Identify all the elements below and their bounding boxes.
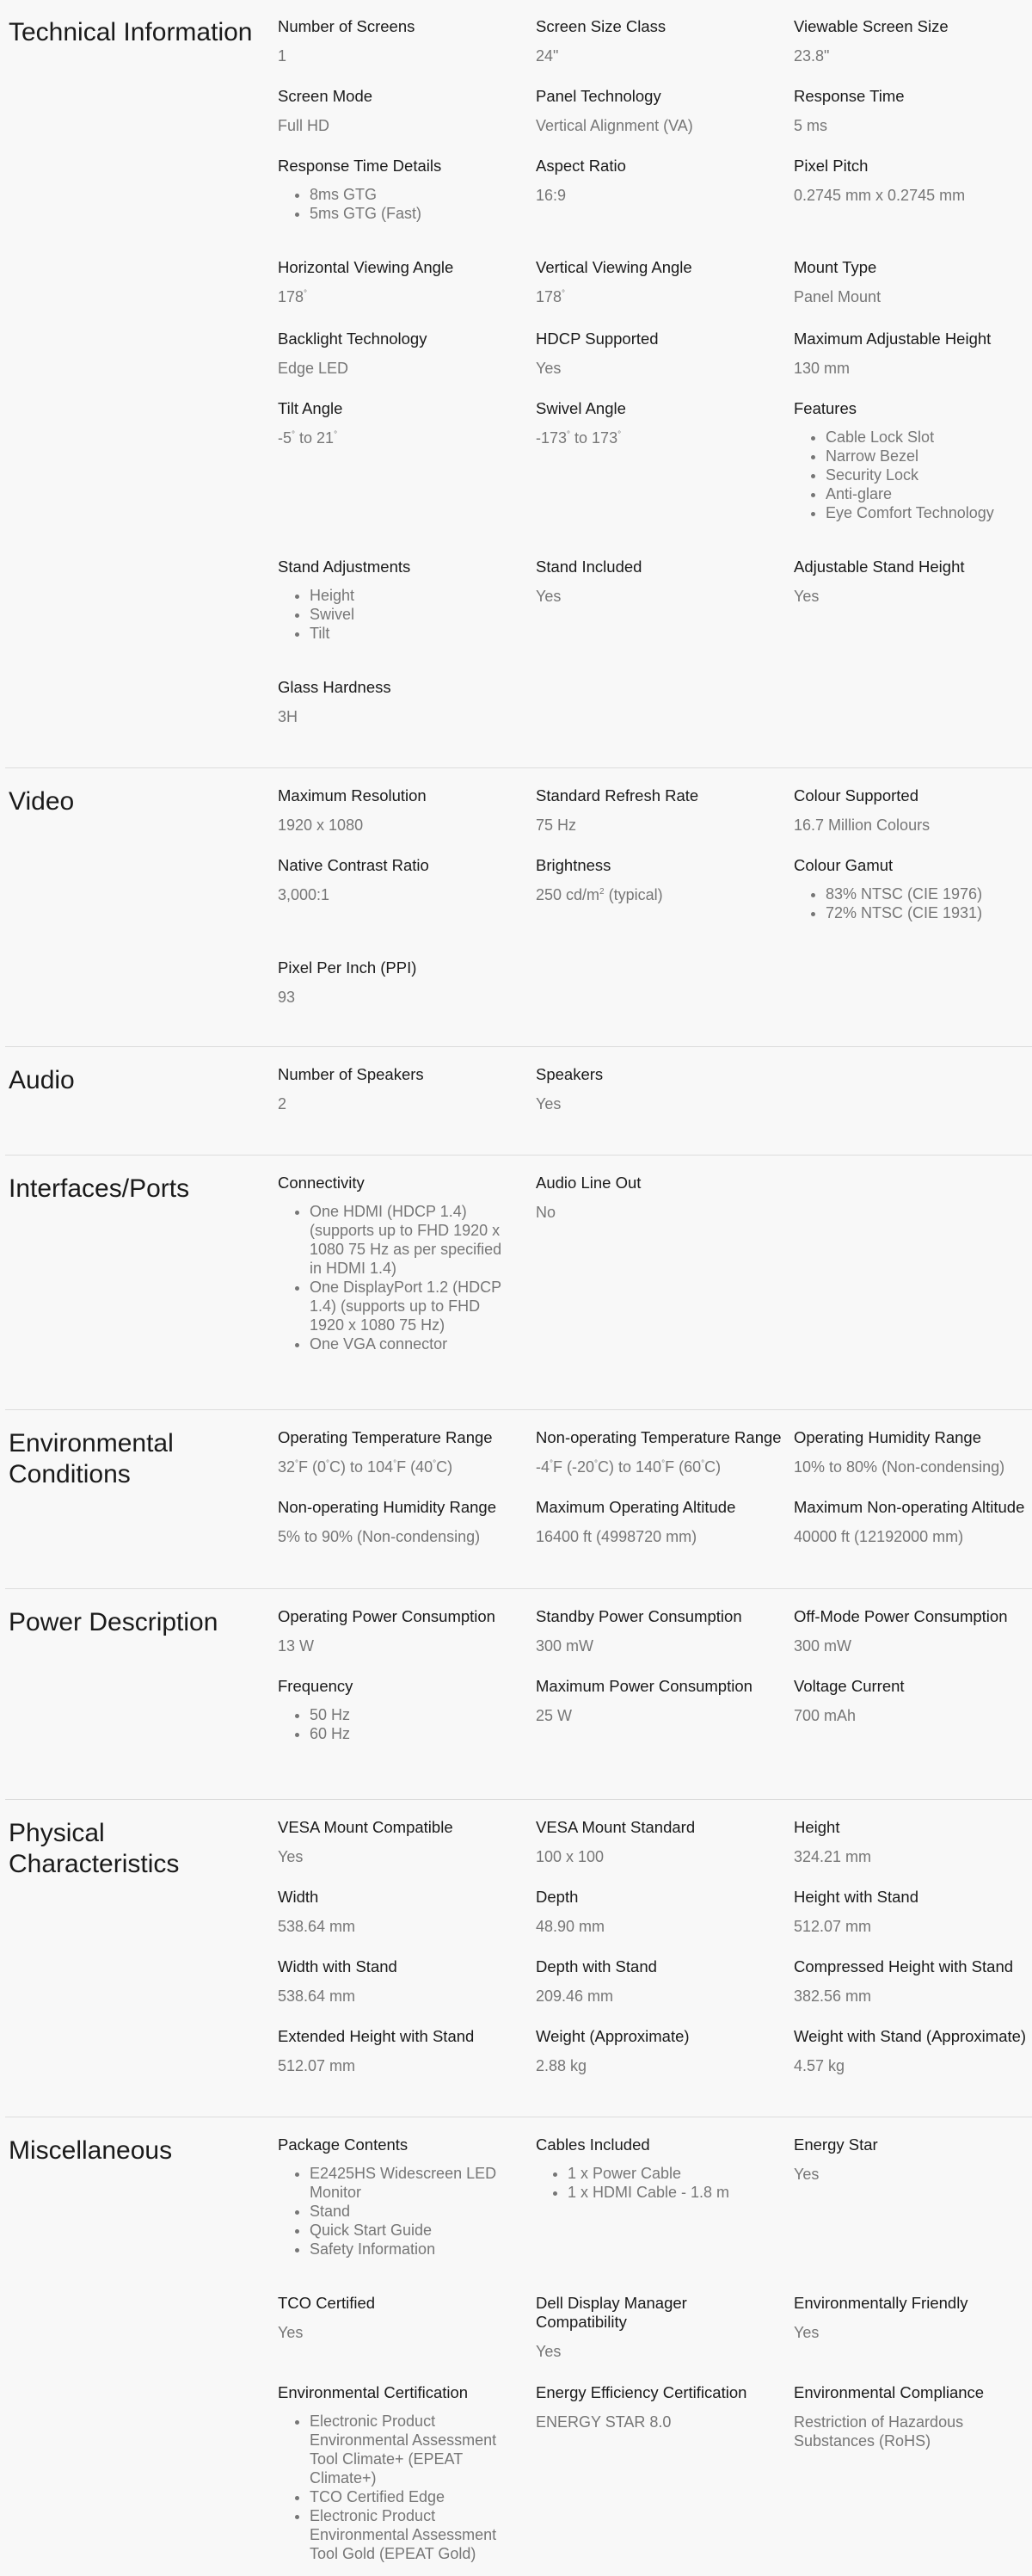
- spec-label: Panel Technology: [536, 87, 661, 105]
- list-item: • Tilt: [310, 624, 527, 643]
- spec-value: Yes: [794, 2166, 820, 2183]
- value-text: -5: [278, 429, 292, 447]
- list-item: • Eye Comfort Technology: [826, 503, 1032, 522]
- list-item: • 83% NTSC (CIE 1976): [826, 884, 1032, 903]
- spec-swivel-angle: [536, 399, 785, 447]
- list-item: • One HDMI (HDCP 1.4) (supports up to FHD 1920 x 1080 75 Hz as per specified in HDMI 1.4): [310, 1202, 510, 1278]
- spec-value: 3,000:1: [278, 886, 330, 903]
- spec-label: Off-Mode Power Consumption: [794, 1607, 1008, 1625]
- spec-maximum-resolution: [278, 786, 527, 835]
- spec-value: [536, 1457, 785, 1476]
- spec-label: Screen Size Class: [536, 17, 666, 35]
- list-item: • 8ms GTG: [310, 185, 527, 204]
- spec-value: 16.7 Million Colours: [794, 817, 931, 834]
- spec-label: Pixel Per Inch (PPI): [278, 958, 417, 977]
- spec-value-list: [278, 1202, 510, 1353]
- spec-value: 382.56 mm: [794, 1987, 872, 2005]
- list-item: • Electronic Product Environmental Assessment Tool Gold (EPEAT Gold): [310, 2506, 510, 2563]
- value-text: to 21: [295, 429, 335, 447]
- list-item: • Swivel: [310, 605, 527, 624]
- value-text: C): [436, 1458, 453, 1476]
- list-item: • TCO Certified Edge: [310, 2487, 510, 2506]
- spec-aspect-ratio: [536, 157, 785, 205]
- spec-label: Audio Line Out: [536, 1174, 642, 1192]
- spec-standby-power-consumption: [536, 1607, 785, 1655]
- spec-label: Number of Screens: [278, 17, 415, 35]
- spec-value: Yes: [794, 588, 820, 605]
- spec-value-list: [794, 428, 1032, 522]
- spec-value: 1: [278, 47, 287, 65]
- spec-label: Maximum Resolution: [278, 786, 427, 804]
- list-item: • 72% NTSC (CIE 1931): [826, 903, 1032, 922]
- degree-symbol: °: [562, 289, 566, 299]
- spec-label: VESA Mount Standard: [536, 1818, 696, 1836]
- spec-frequency: [278, 1677, 527, 1743]
- spec-weight-with-stand-approximate: [794, 2027, 1032, 2075]
- spec-value-list: [278, 586, 527, 643]
- spec-operating-power-consumption: [278, 1607, 527, 1655]
- spec-value: Vertical Alignment (VA): [536, 117, 693, 134]
- spec-label: Height: [794, 1818, 840, 1836]
- spec-off-mode-power-consumption: [794, 1607, 1032, 1655]
- degree-symbol: °: [594, 1459, 599, 1469]
- spec-label: Maximum Operating Altitude: [536, 1498, 736, 1516]
- spec-label: Backlight Technology: [278, 330, 427, 348]
- section-divider: [5, 1799, 1032, 1800]
- spec-screen-mode: [278, 87, 527, 135]
- spec-label: Horizontal Viewing Angle: [278, 258, 454, 276]
- spec-label: Frequency: [278, 1677, 353, 1695]
- spec-depth: [536, 1888, 785, 1936]
- spec-value: 2.88 kg: [536, 2057, 587, 2074]
- spec-value: 25 W: [536, 1707, 573, 1724]
- spec-label: Cables Included: [536, 2135, 650, 2154]
- spec-value: 300 mW: [536, 1637, 594, 1655]
- spec-label: Features: [794, 399, 857, 417]
- spec-label: Environmental Certification: [278, 2383, 469, 2401]
- spec-value: 324.21 mm: [794, 1848, 872, 1865]
- list-item: • 50 Hz: [310, 1705, 527, 1724]
- section-divider: [5, 767, 1032, 768]
- spec-label: Stand Adjustments: [278, 558, 411, 576]
- spec-tco-certified: [278, 2294, 527, 2342]
- value-text: C) to 104: [329, 1458, 394, 1476]
- spec-maximum-adjustable-height: [794, 330, 1032, 378]
- value-text: F (60: [665, 1458, 702, 1476]
- section-title: Interfaces/Ports: [9, 1174, 190, 1203]
- spec-native-contrast-ratio: [278, 856, 527, 904]
- list-item: • E2425HS Widescreen LED Monitor: [310, 2164, 519, 2202]
- spec-value: 93: [278, 989, 296, 1006]
- spec-value: ENERGY STAR 8.0: [536, 2413, 672, 2431]
- list-item: • 60 Hz: [310, 1724, 527, 1743]
- value-text: F (-20: [553, 1458, 595, 1476]
- spec-value: 538.64 mm: [278, 1987, 356, 2005]
- spec-glass-hardness: [278, 678, 527, 726]
- spec-maximum-power-consumption: [536, 1677, 785, 1725]
- spec-label: Extended Height with Stand: [278, 2027, 475, 2045]
- spec-height: [794, 1818, 1032, 1866]
- spec-value: 5% to 90% (Non-condensing): [278, 1528, 481, 1545]
- spec-label: Maximum Adjustable Height: [794, 330, 992, 348]
- list-item: • Quick Start Guide: [310, 2221, 519, 2240]
- section-title: Physical Characteristics: [9, 1819, 180, 1878]
- list-item: • Electronic Product Environmental Assessment Tool Climate+ (EPEAT Climate+): [310, 2412, 510, 2487]
- spec-value: Panel Mount: [794, 288, 882, 305]
- spec-value: 209.46 mm: [536, 1987, 614, 2005]
- spec-vertical-viewing-angle: [536, 258, 785, 306]
- spec-value: Yes: [278, 2324, 304, 2341]
- spec-weight-approximate: [536, 2027, 785, 2075]
- spec-label: Dell Display Manager Compatibility: [536, 2294, 687, 2331]
- spec-value: Yes: [536, 1095, 562, 1112]
- spec-value: 48.90 mm: [536, 1918, 605, 1935]
- spec-value: 512.07 mm: [794, 1918, 872, 1935]
- spec-label: Compressed Height with Stand: [794, 1957, 1014, 1975]
- list-item: • 1 x Power Cable: [568, 2164, 785, 2183]
- spec-value: 75 Hz: [536, 817, 577, 834]
- spec-label: Environmentally Friendly: [794, 2294, 968, 2312]
- spec-value: Yes: [536, 360, 562, 377]
- spec-value: Full HD: [278, 117, 330, 134]
- spec-label: Maximum Power Consumption: [536, 1677, 752, 1695]
- spec-value: 0.2745 mm x 0.2745 mm: [794, 187, 966, 204]
- spec-label: Environmental Compliance: [794, 2383, 985, 2401]
- spec-value: 5 ms: [794, 117, 828, 134]
- section-title: Technical Information: [9, 18, 253, 46]
- spec-label: Pixel Pitch: [794, 157, 869, 175]
- spec-label: Vertical Viewing Angle: [536, 258, 692, 276]
- spec-environmental-certification: [278, 2383, 510, 2563]
- section-title: Video: [9, 787, 75, 816]
- spec-non-operating-humidity-range: [278, 1498, 527, 1546]
- spec-label: Glass Hardness: [278, 678, 391, 696]
- section-divider: [5, 1046, 1032, 1047]
- spec-value: Yes: [794, 2324, 820, 2341]
- spec-label: Package Contents: [278, 2135, 408, 2154]
- spec-label: Tilt Angle: [278, 399, 343, 417]
- value-text: -4: [536, 1458, 550, 1476]
- spec-hdcp-supported: [536, 330, 785, 378]
- spec-value: 1920 x 1080: [278, 817, 364, 834]
- spec-label: Number of Speakers: [278, 1065, 424, 1083]
- spec-backlight-technology: [278, 330, 527, 378]
- spec-response-time-details: [278, 157, 527, 223]
- spec-label: Width: [278, 1888, 319, 1906]
- spec-value: 700 mAh: [794, 1707, 857, 1724]
- spec-viewable-screen-size: [794, 17, 1032, 65]
- value-text: to 173: [570, 429, 618, 447]
- spec-adjustable-stand-height: [794, 558, 1032, 606]
- spec-label: Swivel Angle: [536, 399, 626, 417]
- section-title: Power Description: [9, 1608, 218, 1636]
- spec-operating-temperature-range: [278, 1428, 527, 1476]
- spec-label: Energy Efficiency Certification: [536, 2383, 747, 2401]
- spec-brightness: [536, 856, 785, 904]
- spec-label: Non-operating Temperature Range: [536, 1428, 782, 1446]
- value-text: 250 cd/m: [536, 886, 600, 903]
- degree-symbol: °: [304, 289, 308, 299]
- spec-label: Response Time Details: [278, 157, 442, 175]
- spec-value: 538.64 mm: [278, 1918, 356, 1935]
- spec-height-with-stand: [794, 1888, 1032, 1936]
- degree-symbol: °: [567, 430, 571, 440]
- spec-value-list: [278, 185, 527, 223]
- list-item: • Cable Lock Slot: [826, 428, 1032, 447]
- spec-label: Native Contrast Ratio: [278, 856, 429, 874]
- spec-label: Height with Stand: [794, 1888, 919, 1906]
- list-item: • Height: [310, 586, 527, 605]
- list-item: • Safety Information: [310, 2240, 519, 2259]
- spec-label: Energy Star: [794, 2135, 878, 2154]
- degree-symbol: °: [295, 1459, 299, 1469]
- spec-connectivity: [278, 1174, 510, 1353]
- spec-speakers: [536, 1065, 785, 1113]
- section-title: Environmental Conditions: [9, 1429, 174, 1488]
- spec-pixel-per-inch: [278, 958, 527, 1007]
- spec-value: Yes: [278, 1848, 304, 1865]
- spec-pixel-pitch: [794, 157, 1032, 205]
- spec-value: No: [536, 1204, 556, 1221]
- spec-value: [536, 287, 785, 306]
- spec-label: TCO Certified: [278, 2294, 376, 2312]
- spec-value: 16:9: [536, 187, 567, 204]
- degree-symbol: °: [393, 1459, 397, 1469]
- section-title: Miscellaneous: [9, 2136, 173, 2165]
- spec-mount-type: [794, 258, 1032, 306]
- spec-response-time: [794, 87, 1032, 135]
- spec-value: [278, 1457, 527, 1476]
- value-text: F (40: [396, 1458, 433, 1476]
- spec-stand-adjustments: [278, 558, 527, 643]
- spec-operating-humidity-range: [794, 1428, 1032, 1476]
- value-text: F (0: [298, 1458, 327, 1476]
- degree-symbol: °: [326, 1459, 330, 1469]
- spec-number-of-screens: [278, 17, 527, 65]
- list-item: • Narrow Bezel: [826, 447, 1032, 465]
- spec-label: Depth: [536, 1888, 579, 1906]
- spec-value: Yes: [536, 2343, 562, 2360]
- spec-label: Aspect Ratio: [536, 157, 626, 175]
- spec-energy-efficiency-certification: [536, 2383, 785, 2431]
- spec-screen-size-class: [536, 17, 785, 65]
- spec-value: 130 mm: [794, 360, 851, 377]
- section-title: Audio: [9, 1066, 75, 1094]
- spec-label: Viewable Screen Size: [794, 17, 949, 35]
- spec-value: 40000 ft (12192000 mm): [794, 1528, 964, 1545]
- list-item: • One DisplayPort 1.2 (HDCP 1.4) (supports up to FHD 1920 x 1080 75 Hz): [310, 1278, 510, 1334]
- value-text: (typical): [604, 886, 663, 903]
- spec-label: Mount Type: [794, 258, 877, 276]
- spec-value: 512.07 mm: [278, 2057, 356, 2074]
- spec-depth-with-stand: [536, 1957, 785, 2006]
- spec-energy-star: [794, 2135, 1032, 2184]
- spec-label: Weight (Approximate): [536, 2027, 690, 2045]
- spec-label: Standby Power Consumption: [536, 1607, 742, 1625]
- spec-label: Operating Power Consumption: [278, 1607, 495, 1625]
- spec-compressed-height-with-stand: [794, 1957, 1032, 2006]
- degree-symbol: °: [433, 1459, 437, 1469]
- spec-label: Operating Humidity Range: [794, 1428, 981, 1446]
- spec-number-of-speakers: [278, 1065, 527, 1113]
- spec-width: [278, 1888, 527, 1936]
- spec-label: VESA Mount Compatible: [278, 1818, 453, 1836]
- value-text: -173: [536, 429, 568, 447]
- value-text: C) to 140: [598, 1458, 662, 1476]
- spec-label: Maximum Non-operating Altitude: [794, 1498, 1025, 1516]
- spec-label: Connectivity: [278, 1174, 365, 1192]
- spec-label: Response Time: [794, 87, 905, 105]
- superscript: 2: [599, 887, 605, 897]
- list-item: • Stand: [310, 2202, 519, 2221]
- spec-width-with-stand: [278, 1957, 527, 2006]
- spec-value: 10% to 80% (Non-condensing): [794, 1458, 1005, 1476]
- spec-panel-technology: [536, 87, 785, 135]
- spec-colour-supported: [794, 786, 1032, 835]
- list-item: • 1 x HDMI Cable - 1.8 m: [568, 2183, 785, 2202]
- spec-value: 2: [278, 1095, 287, 1112]
- spec-label: Adjustable Stand Height: [794, 558, 965, 576]
- section-divider: [5, 1155, 1032, 1156]
- spec-value-list: [278, 1705, 527, 1743]
- list-item: • Anti-glare: [826, 484, 1032, 503]
- spec-environmental-compliance: [794, 2383, 1009, 2450]
- spec-value: 23.8": [794, 47, 830, 65]
- spec-value: [278, 428, 527, 447]
- spec-vesa-mount-standard: [536, 1818, 785, 1866]
- degree-symbol: °: [292, 430, 296, 440]
- spec-value: Restriction of Hazardous Substances (RoHS): [794, 2413, 964, 2450]
- spec-value: 16400 ft (4998720 mm): [536, 1528, 697, 1545]
- spec-cables-included: [536, 2135, 785, 2202]
- spec-value: [536, 885, 785, 904]
- spec-label: Operating Temperature Range: [278, 1428, 493, 1446]
- value-text: 32: [278, 1458, 296, 1476]
- spec-non-operating-temperature-range: [536, 1428, 785, 1476]
- spec-horizontal-viewing-angle: [278, 258, 527, 306]
- spec-label: Speakers: [536, 1065, 604, 1083]
- spec-value: Yes: [536, 588, 562, 605]
- spec-value: 100 x 100: [536, 1848, 605, 1865]
- spec-value: 13 W: [278, 1637, 315, 1655]
- spec-vesa-mount-compatible: [278, 1818, 527, 1866]
- spec-standard-refresh-rate: [536, 786, 785, 835]
- degree-symbol: °: [334, 430, 338, 440]
- list-item: • One VGA connector: [310, 1334, 510, 1353]
- spec-value: [278, 287, 527, 306]
- spec-label: Colour Supported: [794, 786, 919, 804]
- list-item: • 5ms GTG (Fast): [310, 204, 527, 223]
- spec-label: Width with Stand: [278, 1957, 397, 1975]
- value-text: 178: [536, 288, 562, 305]
- spec-maximum-non-operating-altitude: [794, 1498, 1032, 1546]
- spec-label: Colour Gamut: [794, 856, 894, 874]
- spec-value: 4.57 kg: [794, 2057, 845, 2074]
- spec-dell-display-manager-compatibility: [536, 2294, 742, 2361]
- spec-voltage-current: [794, 1677, 1032, 1725]
- spec-label: Screen Mode: [278, 87, 373, 105]
- spec-extended-height-with-stand: [278, 2027, 527, 2075]
- spec-label: Weight with Stand (Approximate): [794, 2027, 1027, 2045]
- spec-maximum-operating-altitude: [536, 1498, 785, 1546]
- spec-value-list: [794, 884, 1032, 922]
- spec-value: Edge LED: [278, 360, 349, 377]
- spec-value: 24": [536, 47, 559, 65]
- spec-label: HDCP Supported: [536, 330, 659, 348]
- degree-symbol: °: [661, 1459, 666, 1469]
- spec-environmentally-friendly: [794, 2294, 1032, 2342]
- spec-package-contents: [278, 2135, 519, 2259]
- spec-label: Non-operating Humidity Range: [278, 1498, 496, 1516]
- value-text: 178: [278, 288, 304, 305]
- degree-symbol: °: [617, 430, 622, 440]
- spec-stand-included: [536, 558, 785, 606]
- spec-label: Depth with Stand: [536, 1957, 657, 1975]
- spec-label: Brightness: [536, 856, 611, 874]
- spec-value: [536, 428, 785, 447]
- spec-value-list: [278, 2164, 519, 2259]
- spec-features: [794, 399, 1032, 522]
- degree-symbol: °: [701, 1459, 705, 1469]
- section-divider: [5, 1588, 1032, 1589]
- spec-label: Stand Included: [536, 558, 642, 576]
- spec-value-list: [536, 2164, 785, 2202]
- spec-audio-line-out: [536, 1174, 785, 1222]
- spec-label: Voltage Current: [794, 1677, 905, 1695]
- spec-value: 3H: [278, 708, 298, 725]
- spec-label: Standard Refresh Rate: [536, 786, 699, 804]
- spec-value: 300 mW: [794, 1637, 852, 1655]
- list-item: • Security Lock: [826, 465, 1032, 484]
- value-text: C): [704, 1458, 722, 1476]
- section-divider: [5, 1409, 1032, 1410]
- degree-symbol: °: [550, 1459, 554, 1469]
- spec-value-list: [278, 2412, 510, 2563]
- spec-colour-gamut: [794, 856, 1032, 922]
- spec-tilt-angle: [278, 399, 527, 447]
